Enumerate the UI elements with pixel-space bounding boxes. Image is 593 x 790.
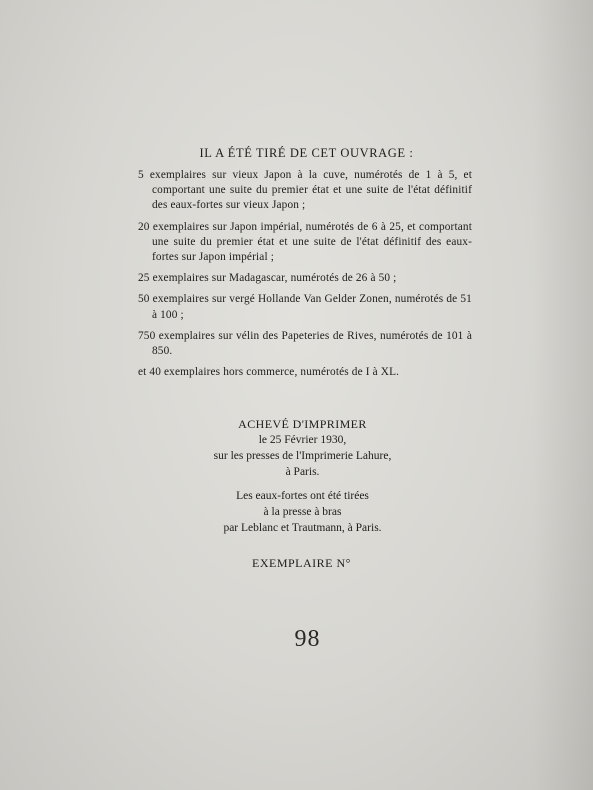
colophon-city: à Paris.	[285, 466, 320, 478]
edition-entry-velin: 750 exemplaires sur vélin des Papeteries de Rives, numérotés de 101 à 850.	[138, 329, 472, 358]
edition-entry-madagascar: 25 exemplaires sur Madagascar, numérotés de 26 à 50 ;	[138, 272, 397, 285]
edition-list	[138, 168, 472, 386]
page-heading	[0, 146, 593, 161]
edition-entry-vieux-japon: 5 exemplaires sur vieux Japon à la cuve, numérotés de 1 à 5, et comportant une suite du premier état et une suite de l'état définitif des eaux-fortes sur vieux Japon ;	[138, 169, 472, 212]
etching-block	[12, 488, 593, 536]
exemplaire-label	[0, 556, 593, 571]
copy-number	[0, 626, 593, 653]
colophon-date: le 25 Février 1930,	[258, 434, 347, 446]
etching-line-3: par Leblanc et Trautmann, à Paris.	[223, 522, 382, 534]
printing-colophon	[0, 416, 593, 536]
etching-line-1: Les eaux-fortes ont été tirées	[236, 490, 369, 502]
edition-entry-hollande: 50 exemplaires sur vergé Hollande Van Gelder Zonen, numérotés de 51 à 100 ;	[138, 293, 472, 321]
exemplaire-text: EXEMPLAIRE N°	[252, 556, 351, 570]
heading-text: IL A ÉTÉ TIRÉ DE CET OUVRAGE :	[199, 146, 414, 160]
colophon-printer: sur les presses de l'Imprimerie Lahure,	[213, 450, 392, 462]
colophon-gap	[0, 480, 593, 488]
page-shadow	[533, 0, 593, 790]
copy-number-text: 98	[294, 626, 321, 652]
edition-entry-hors-commerce: et 40 exemplaires hors commerce, numérotés de I à XL.	[138, 366, 400, 379]
etching-line-2: à la presse à bras	[263, 506, 342, 518]
colophon-title: ACHEVÉ D'IMPRIMER	[238, 417, 367, 431]
printing-block	[12, 416, 593, 480]
edition-entry-japon-imperial: 20 exemplaires sur Japon impérial, numérotés de 6 à 25, et comportant une suite du premier état et une suite de l'état définitif des eaux-fortes sur Japon impérial ;	[138, 220, 472, 264]
